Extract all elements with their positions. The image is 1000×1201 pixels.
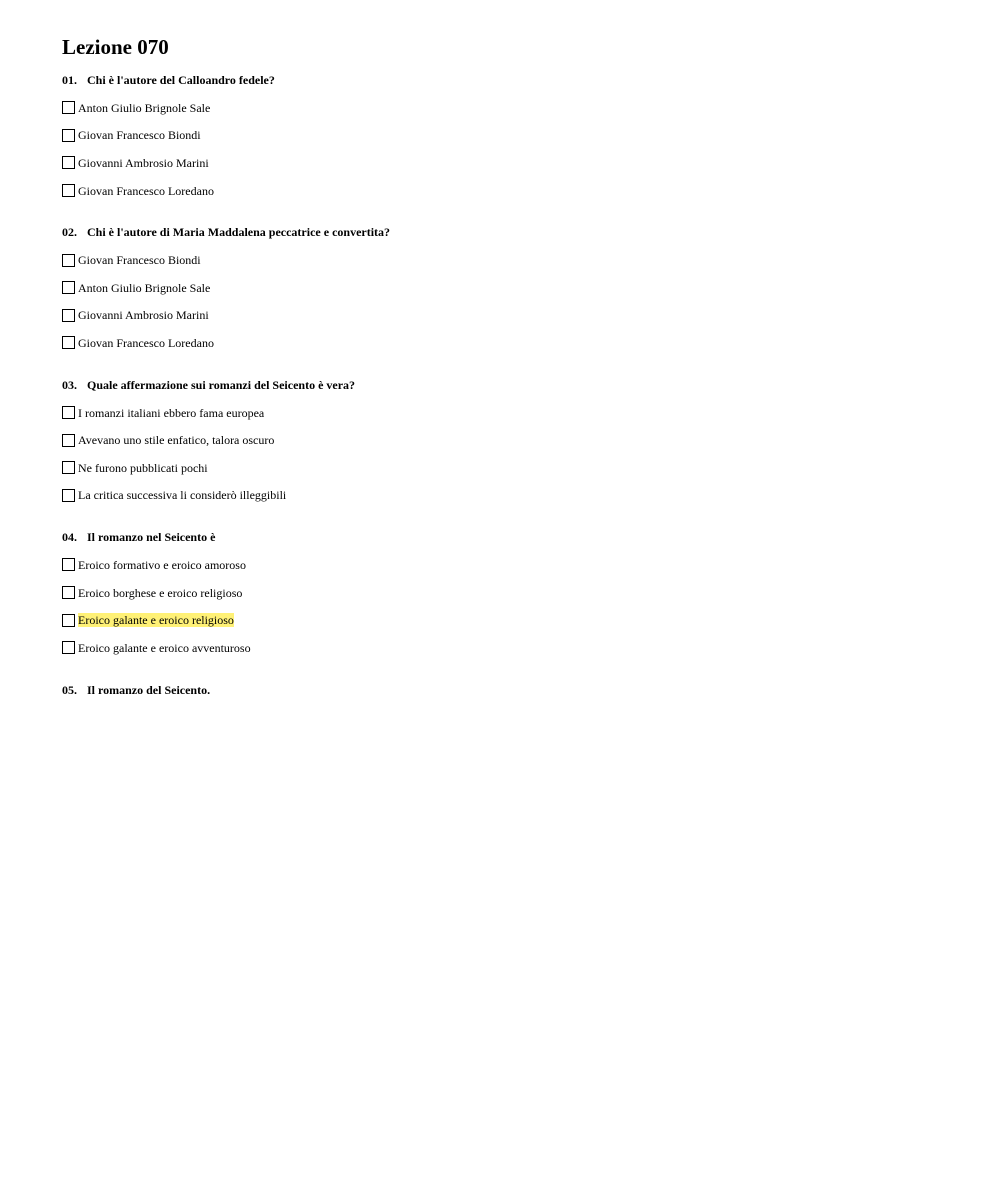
- answer-option[interactable]: [62, 426, 960, 454]
- checkbox[interactable]: [62, 254, 75, 267]
- question-04: [62, 529, 960, 661]
- answer-option[interactable]: [62, 246, 960, 274]
- option-label: Giovan Francesco Biondi: [78, 253, 201, 268]
- answer-option[interactable]: [62, 482, 960, 510]
- checkbox[interactable]: [62, 586, 75, 599]
- option-label: Giovan Francesco Biondi: [78, 128, 201, 143]
- question-heading: [62, 529, 960, 545]
- option-label: I romanzi italiani ebbero fama europea: [78, 405, 265, 420]
- question-05: [62, 682, 960, 698]
- question-text: Chi è l'autore del Calloandro fedele?: [87, 73, 275, 87]
- answer-option[interactable]: [62, 579, 960, 607]
- option-label: Anton Giulio Brignole Sale: [78, 280, 211, 295]
- answer-option[interactable]: [62, 302, 960, 330]
- checkbox[interactable]: [62, 281, 75, 294]
- option-label: Eroico galante e eroico avventuroso: [78, 640, 251, 655]
- question-text: Chi è l'autore di Maria Maddalena peccatrice e convertita?: [87, 225, 391, 240]
- question-number: 05.: [62, 682, 77, 697]
- option-label: La critica successiva li considerò illeggibili: [78, 488, 287, 503]
- checkbox[interactable]: [62, 641, 75, 654]
- option-label: Eroico borghese e eroico religioso: [78, 585, 243, 600]
- answer-option[interactable]: [62, 634, 960, 662]
- checkbox[interactable]: [62, 406, 75, 419]
- question-number: 01.: [62, 73, 77, 87]
- option-label: Giovanni Ambrosio Marini: [78, 155, 209, 170]
- question-text: Il romanzo del Seicento.: [87, 682, 211, 697]
- answer-option[interactable]: [62, 149, 960, 177]
- checkbox[interactable]: [62, 156, 75, 169]
- checkbox[interactable]: [62, 614, 75, 627]
- option-label-highlighted: Eroico galante e eroico religioso: [78, 613, 234, 628]
- option-label: Giovan Francesco Loredano: [78, 183, 214, 198]
- option-label: Eroico formativo e eroico amoroso: [78, 557, 246, 572]
- document-page: [62, 34, 960, 718]
- checkbox[interactable]: [62, 336, 75, 349]
- answer-option[interactable]: [62, 94, 960, 122]
- checkbox[interactable]: [62, 101, 75, 114]
- option-label: Anton Giulio Brignole Sale: [78, 100, 211, 115]
- option-label: Avevano uno stile enfatico, talora oscuro: [78, 433, 275, 448]
- question-number: 04.: [62, 530, 77, 545]
- question-heading: [62, 682, 960, 698]
- answer-option-highlighted[interactable]: [62, 606, 960, 634]
- answer-option[interactable]: [62, 329, 960, 357]
- question-heading: [62, 72, 960, 88]
- question-02: [62, 224, 960, 356]
- question-number: 02.: [62, 225, 77, 240]
- question-01: [62, 72, 960, 204]
- option-label: Giovan Francesco Loredano: [78, 335, 214, 350]
- question-text: Il romanzo nel Seicento è: [87, 530, 216, 545]
- answer-option[interactable]: [62, 274, 960, 302]
- answer-option[interactable]: [62, 122, 960, 150]
- checkbox[interactable]: [62, 489, 75, 502]
- option-label: Giovanni Ambrosio Marini: [78, 308, 209, 323]
- checkbox[interactable]: [62, 184, 75, 197]
- answer-option[interactable]: [62, 399, 960, 427]
- question-text: Quale affermazione sui romanzi del Seicento è vera?: [87, 377, 356, 392]
- page-title: Lezione 070: [62, 35, 169, 59]
- answer-option[interactable]: [62, 177, 960, 205]
- question-03: [62, 377, 960, 509]
- question-number: 03.: [62, 377, 77, 392]
- checkbox[interactable]: [62, 434, 75, 447]
- checkbox[interactable]: [62, 461, 75, 474]
- checkbox[interactable]: [62, 309, 75, 322]
- checkbox[interactable]: [62, 558, 75, 571]
- answer-option[interactable]: [62, 454, 960, 482]
- question-heading: [62, 377, 960, 393]
- option-label: Ne furono pubblicati pochi: [78, 460, 208, 475]
- answer-option[interactable]: [62, 551, 960, 579]
- question-heading: [62, 224, 960, 240]
- checkbox[interactable]: [62, 129, 75, 142]
